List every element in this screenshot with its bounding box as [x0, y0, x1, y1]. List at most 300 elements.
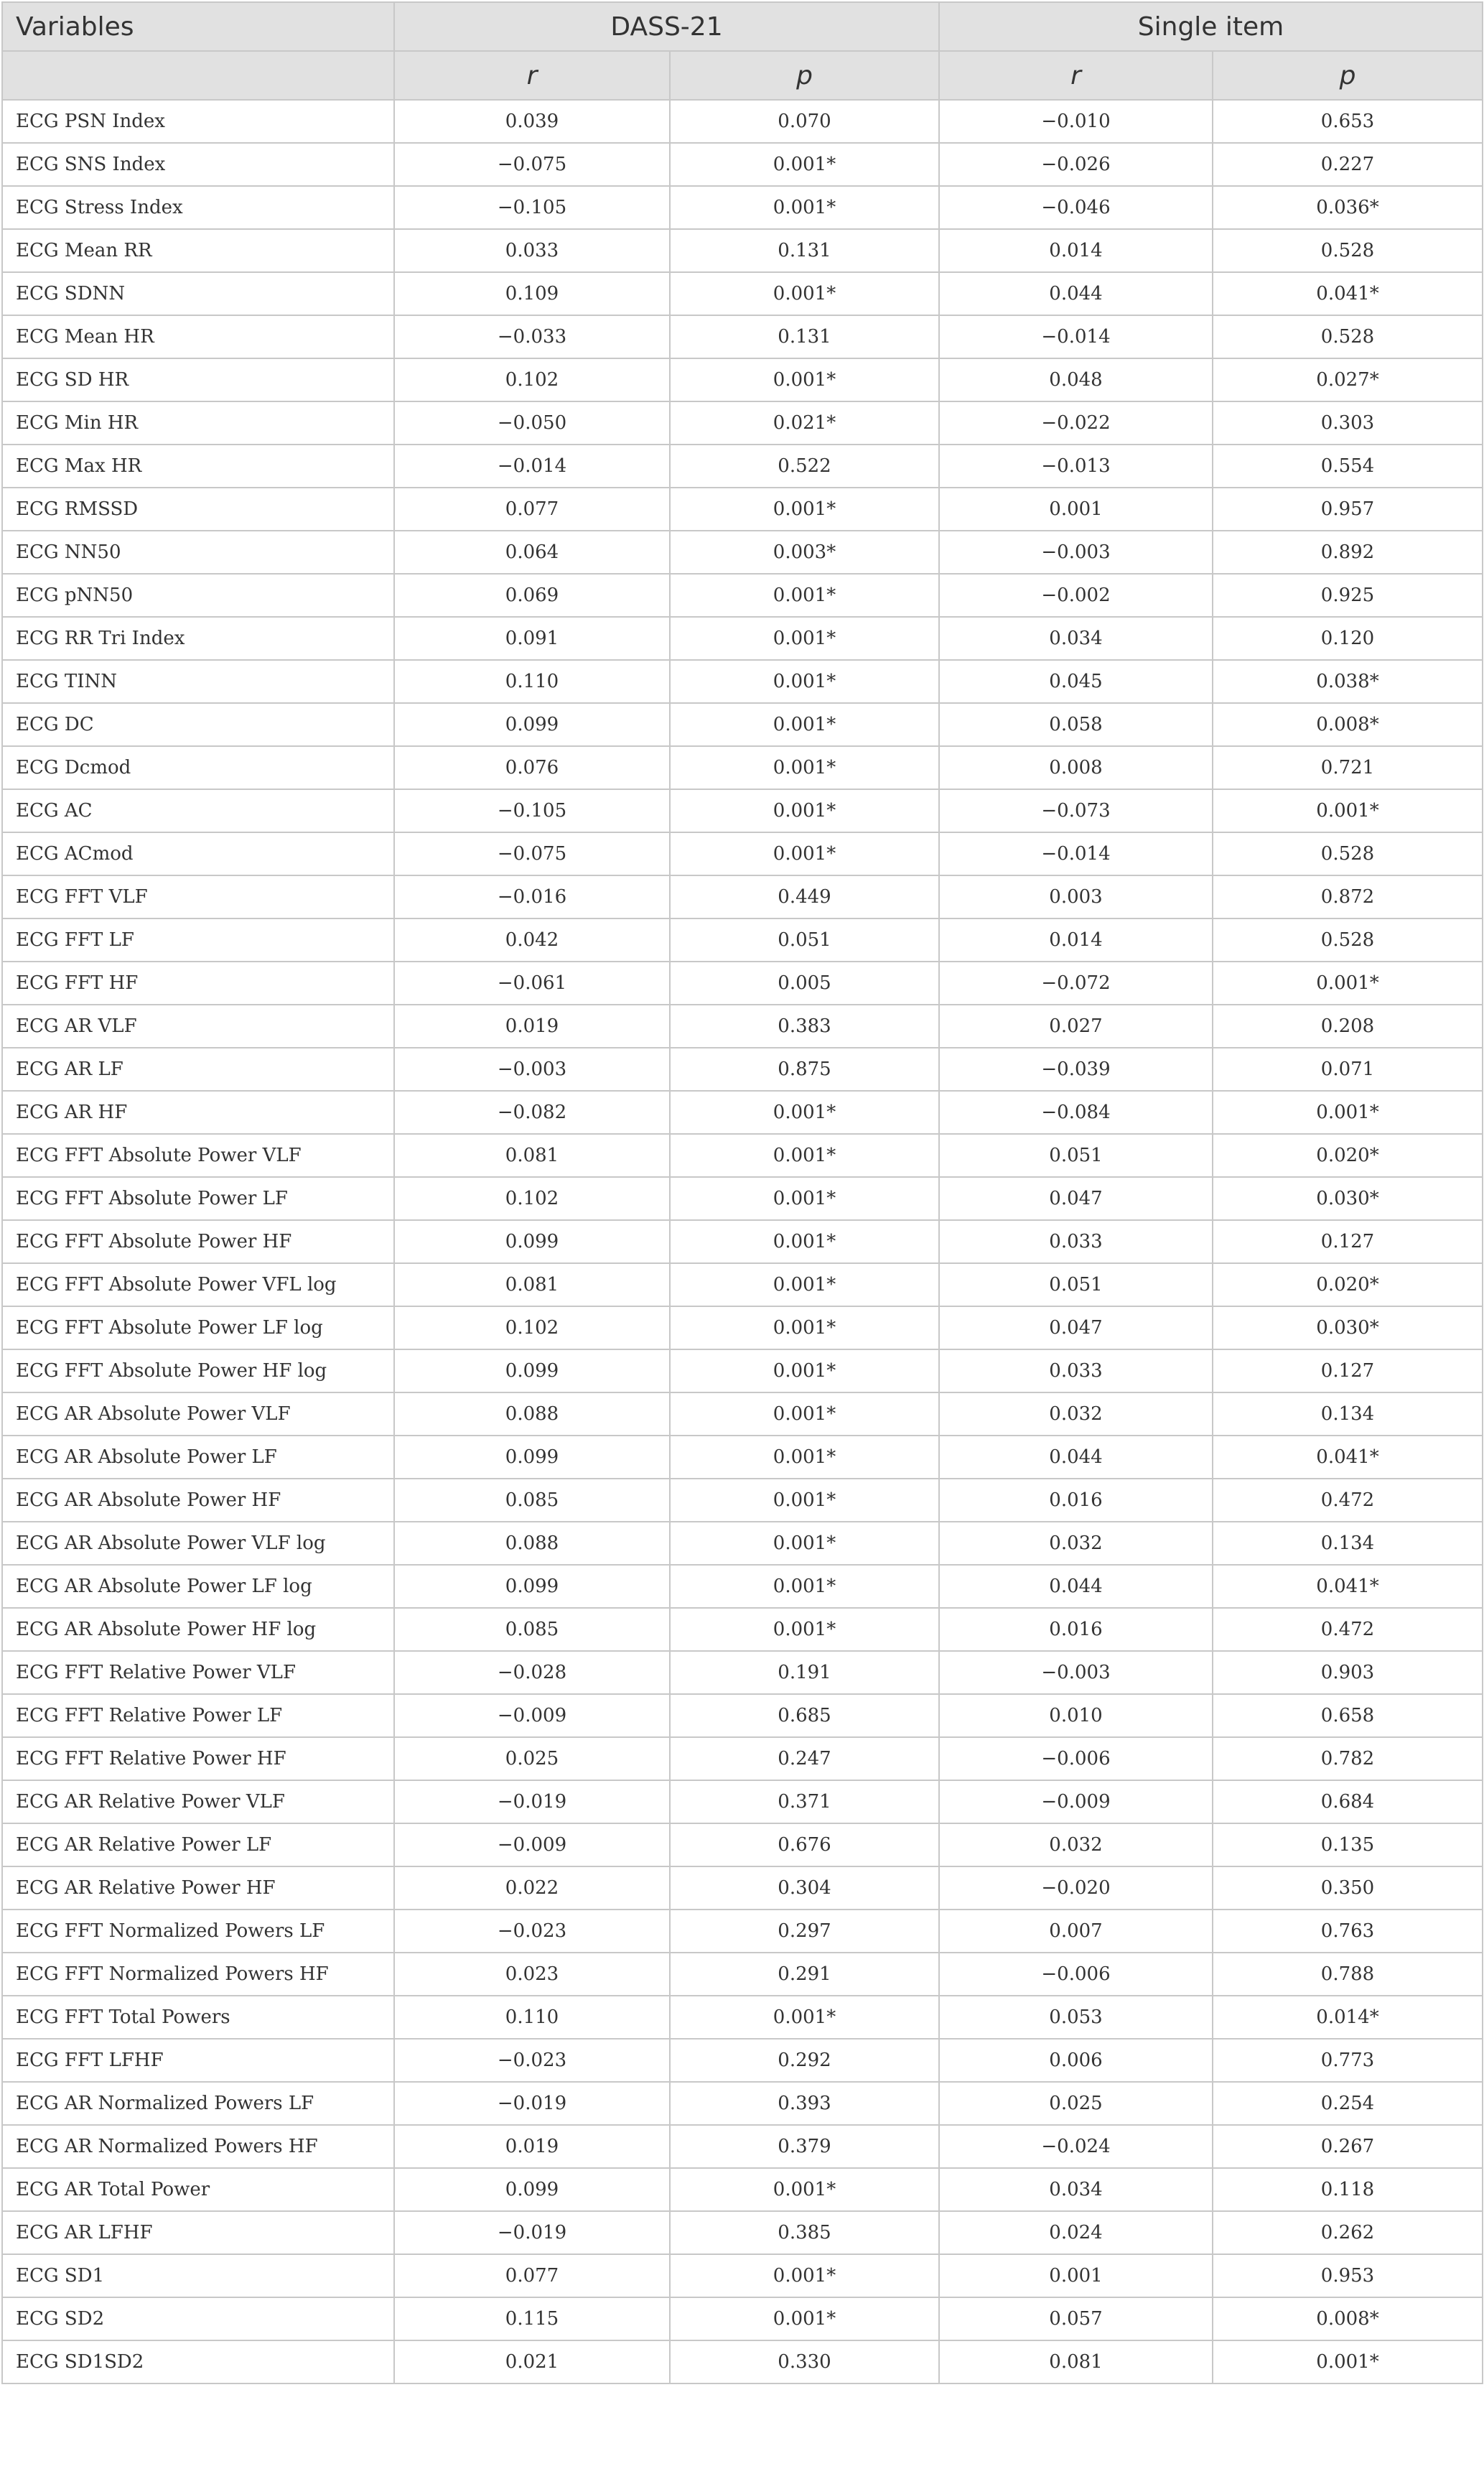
dass21-r-cell: 0.099 [394, 1349, 670, 1392]
single-item-r-header: r [939, 51, 1213, 100]
single-item-p-cell: 0.254 [1213, 2082, 1483, 2125]
table-row [2, 1436, 1483, 1479]
table-row [2, 401, 1483, 445]
dass21-r-cell: 0.033 [394, 229, 670, 272]
variable-name-cell: ECG AR Absolute Power VLF [2, 1392, 394, 1436]
single-item-r-cell: −0.003 [939, 1651, 1213, 1694]
single-item-p-cell: 0.267 [1213, 2125, 1483, 2168]
table-row [2, 1910, 1483, 1953]
variable-name-cell: ECG SD1 [2, 2254, 394, 2297]
dass21-p-cell: 0.001* [670, 1996, 939, 2039]
variable-name-cell: ECG AR LFHF [2, 2211, 394, 2254]
table-row [2, 660, 1483, 703]
dass21-r-cell: −0.023 [394, 2039, 670, 2082]
table-row [2, 445, 1483, 488]
variable-name-cell: ECG SD HR [2, 358, 394, 401]
single-item-p-cell: 0.001* [1213, 2340, 1483, 2383]
single-item-r-cell: 0.001 [939, 2254, 1213, 2297]
dass21-p-cell: 0.001* [670, 1392, 939, 1436]
variable-name-cell: ECG Mean RR [2, 229, 394, 272]
dass21-r-cell: 0.064 [394, 531, 670, 574]
dass21-p-cell: 0.001* [670, 143, 939, 186]
single-item-r-cell: 0.047 [939, 1177, 1213, 1220]
dass21-p-cell: 0.001* [670, 703, 939, 746]
variable-name-cell: ECG Mean HR [2, 315, 394, 358]
table-row [2, 531, 1483, 574]
single-item-p-cell: 0.721 [1213, 746, 1483, 789]
dass21-r-cell: −0.003 [394, 1048, 670, 1091]
dass21-r-cell: 0.099 [394, 1565, 670, 1608]
single-item-r-cell: 0.003 [939, 875, 1213, 918]
variable-name-cell: ECG FFT LFHF [2, 2039, 394, 2082]
dass21-p-cell: 0.383 [670, 1005, 939, 1048]
single-item-p-cell: 0.472 [1213, 1479, 1483, 1522]
table-row [2, 2168, 1483, 2211]
single-item-r-cell: 0.033 [939, 1220, 1213, 1263]
variable-name-cell: ECG FFT Absolute Power HF log [2, 1349, 394, 1392]
single-item-p-cell: 0.957 [1213, 488, 1483, 531]
variable-name-cell: ECG FFT LF [2, 918, 394, 962]
variable-name-cell: ECG SDNN [2, 272, 394, 315]
variable-name-cell: ECG Stress Index [2, 186, 394, 229]
dass21-p-cell: 0.005 [670, 962, 939, 1005]
dass21-r-cell: 0.099 [394, 1436, 670, 1479]
variable-name-cell: ECG AR Normalized Powers HF [2, 2125, 394, 2168]
single-item-r-cell: −0.020 [939, 1866, 1213, 1910]
dass21-p-cell: 0.131 [670, 315, 939, 358]
dass21-r-cell: 0.019 [394, 2125, 670, 2168]
single-item-p-cell: 0.008* [1213, 2297, 1483, 2340]
single-item-r-cell: 0.047 [939, 1306, 1213, 1349]
table-row [2, 746, 1483, 789]
single-item-p-cell: 0.127 [1213, 1220, 1483, 1263]
dass21-r-cell: 0.076 [394, 746, 670, 789]
dass21-r-cell: −0.061 [394, 962, 670, 1005]
dass21-header: DASS-21 [394, 2, 939, 51]
single-item-p-cell: 0.528 [1213, 918, 1483, 962]
dass21-p-cell: 0.001* [670, 1436, 939, 1479]
single-item-p-cell: 0.773 [1213, 2039, 1483, 2082]
table-row [2, 1134, 1483, 1177]
dass21-p-cell: 0.001* [670, 1263, 939, 1306]
single-item-p-cell: 0.120 [1213, 617, 1483, 660]
dass21-p-cell: 0.001* [670, 617, 939, 660]
table-row [2, 143, 1483, 186]
table-row [2, 1220, 1483, 1263]
dass21-r-cell: −0.050 [394, 401, 670, 445]
variable-name-cell: ECG RMSSD [2, 488, 394, 531]
table-row [2, 1651, 1483, 1694]
dass21-r-cell: −0.009 [394, 1823, 670, 1866]
table-row [2, 2297, 1483, 2340]
dass21-p-cell: 0.001* [670, 1349, 939, 1392]
dass21-p-cell: 0.001* [670, 1522, 939, 1565]
dass21-p-cell: 0.001* [670, 1091, 939, 1134]
single-item-p-cell: 0.008* [1213, 703, 1483, 746]
dass21-p-cell: 0.001* [670, 1220, 939, 1263]
single-item-r-cell: 0.051 [939, 1263, 1213, 1306]
single-item-p-cell: 0.030* [1213, 1306, 1483, 1349]
table-row [2, 2039, 1483, 2082]
table-row [2, 1392, 1483, 1436]
variable-name-cell: ECG NN50 [2, 531, 394, 574]
header-row-groups [2, 2, 1483, 51]
single-item-p-cell: 0.014* [1213, 1996, 1483, 2039]
variable-name-cell: ECG RR Tri Index [2, 617, 394, 660]
single-item-p-cell: 0.118 [1213, 2168, 1483, 2211]
dass21-r-cell: 0.042 [394, 918, 670, 962]
dass21-p-cell: 0.379 [670, 2125, 939, 2168]
variable-name-cell: ECG FFT Relative Power HF [2, 1737, 394, 1780]
variable-name-cell: ECG PSN Index [2, 100, 394, 143]
variable-name-cell: ECG FFT Absolute Power VLF [2, 1134, 394, 1177]
dass21-r-cell: −0.019 [394, 2082, 670, 2125]
single-item-r-cell: −0.072 [939, 962, 1213, 1005]
variable-name-cell: ECG Max HR [2, 445, 394, 488]
dass21-r-cell: 0.077 [394, 488, 670, 531]
single-item-r-cell: −0.022 [939, 401, 1213, 445]
dass21-r-cell: −0.082 [394, 1091, 670, 1134]
variable-name-cell: ECG AR Relative Power VLF [2, 1780, 394, 1823]
table-row [2, 1048, 1483, 1091]
variable-name-cell: ECG FFT Absolute Power VFL log [2, 1263, 394, 1306]
single-item-r-cell: 0.016 [939, 1608, 1213, 1651]
dass21-p-cell: 0.001* [670, 358, 939, 401]
table-row [2, 789, 1483, 832]
single-item-p-cell: 0.135 [1213, 1823, 1483, 1866]
single-item-r-cell: −0.026 [939, 143, 1213, 186]
single-item-p-cell: 0.653 [1213, 100, 1483, 143]
dass21-r-cell: −0.033 [394, 315, 670, 358]
dass21-r-cell: 0.081 [394, 1263, 670, 1306]
single-item-p-cell: 0.528 [1213, 229, 1483, 272]
dass21-p-cell: 0.001* [670, 272, 939, 315]
table-row [2, 2211, 1483, 2254]
single-item-r-cell: −0.014 [939, 832, 1213, 875]
single-item-r-cell: 0.044 [939, 272, 1213, 315]
dass21-r-cell: 0.019 [394, 1005, 670, 1048]
table-row [2, 1953, 1483, 1996]
dass21-r-cell: 0.110 [394, 660, 670, 703]
single-item-p-cell: 0.788 [1213, 1953, 1483, 1996]
variable-name-cell: ECG AR Total Power [2, 2168, 394, 2211]
dass21-p-cell: 0.371 [670, 1780, 939, 1823]
dass21-p-cell: 0.449 [670, 875, 939, 918]
single-item-r-cell: −0.013 [939, 445, 1213, 488]
dass21-r-cell: 0.022 [394, 1866, 670, 1910]
header-row-stats [2, 51, 1483, 100]
single-item-p-cell: 0.350 [1213, 1866, 1483, 1910]
single-item-r-cell: 0.044 [939, 1436, 1213, 1479]
variable-name-cell: ECG Min HR [2, 401, 394, 445]
table-header [2, 2, 1483, 100]
variable-name-cell: ECG FFT Absolute Power HF [2, 1220, 394, 1263]
single-item-r-cell: −0.014 [939, 315, 1213, 358]
variable-name-cell: ECG FFT Absolute Power LF log [2, 1306, 394, 1349]
dass21-p-cell: 0.393 [670, 2082, 939, 2125]
single-item-p-cell: 0.925 [1213, 574, 1483, 617]
variable-name-cell: ECG DC [2, 703, 394, 746]
dass21-r-cell: 0.077 [394, 2254, 670, 2297]
dass21-p-cell: 0.131 [670, 229, 939, 272]
dass21-r-cell: 0.099 [394, 2168, 670, 2211]
single-item-p-cell: 0.782 [1213, 1737, 1483, 1780]
single-item-p-cell: 0.554 [1213, 445, 1483, 488]
dass21-p-cell: 0.385 [670, 2211, 939, 2254]
dass21-r-cell: 0.088 [394, 1522, 670, 1565]
dass21-r-cell: 0.102 [394, 358, 670, 401]
dass21-r-header: r [394, 51, 670, 100]
dass21-r-cell: −0.105 [394, 186, 670, 229]
single-item-r-cell: −0.002 [939, 574, 1213, 617]
dass21-p-cell: 0.001* [670, 1177, 939, 1220]
dass21-r-cell: 0.088 [394, 1392, 670, 1436]
single-item-r-cell: 0.053 [939, 1996, 1213, 2039]
dass21-p-cell: 0.001* [670, 186, 939, 229]
table-row [2, 1996, 1483, 2039]
dass21-p-cell: 0.001* [670, 660, 939, 703]
single-item-r-cell: 0.027 [939, 1005, 1213, 1048]
table-row [2, 703, 1483, 746]
variable-name-cell: ECG FFT VLF [2, 875, 394, 918]
single-item-r-cell: 0.057 [939, 2297, 1213, 2340]
table-row [2, 1737, 1483, 1780]
single-item-p-cell: 0.041* [1213, 1436, 1483, 1479]
dass21-r-cell: 0.102 [394, 1306, 670, 1349]
dass21-r-cell: 0.115 [394, 2297, 670, 2340]
single-item-r-cell: −0.073 [939, 789, 1213, 832]
single-item-r-cell: 0.032 [939, 1522, 1213, 1565]
single-item-r-cell: 0.058 [939, 703, 1213, 746]
variable-name-cell: ECG ACmod [2, 832, 394, 875]
single-item-r-cell: 0.033 [939, 1349, 1213, 1392]
single-item-r-cell: 0.025 [939, 2082, 1213, 2125]
dass21-r-cell: −0.009 [394, 1694, 670, 1737]
dass21-p-cell: 0.001* [670, 2297, 939, 2340]
table-row [2, 1608, 1483, 1651]
single-item-r-cell: 0.001 [939, 488, 1213, 531]
single-item-p-cell: 0.127 [1213, 1349, 1483, 1392]
single-item-p-cell: 0.872 [1213, 875, 1483, 918]
single-item-r-cell: −0.039 [939, 1048, 1213, 1091]
dass21-p-cell: 0.676 [670, 1823, 939, 1866]
dass21-p-cell: 0.003* [670, 531, 939, 574]
table-row [2, 1522, 1483, 1565]
table-row [2, 315, 1483, 358]
table-row [2, 488, 1483, 531]
table-row [2, 2125, 1483, 2168]
single-item-r-cell: 0.007 [939, 1910, 1213, 1953]
table-row [2, 574, 1483, 617]
single-item-r-cell: 0.081 [939, 2340, 1213, 2383]
dass21-r-cell: 0.023 [394, 1953, 670, 1996]
dass21-r-cell: −0.019 [394, 2211, 670, 2254]
table-body [2, 100, 1483, 2383]
dass21-p-header: p [670, 51, 939, 100]
dass21-p-cell: 0.001* [670, 488, 939, 531]
table-row [2, 1694, 1483, 1737]
table-row [2, 832, 1483, 875]
table-row [2, 1263, 1483, 1306]
single-item-p-cell: 0.030* [1213, 1177, 1483, 1220]
dass21-r-cell: 0.069 [394, 574, 670, 617]
dass21-p-cell: 0.001* [670, 1134, 939, 1177]
variables-subheader-empty [2, 51, 394, 100]
single-item-p-cell: 0.262 [1213, 2211, 1483, 2254]
single-item-p-cell: 0.071 [1213, 1048, 1483, 1091]
single-item-p-cell: 0.227 [1213, 143, 1483, 186]
variable-name-cell: ECG AR Relative Power HF [2, 1866, 394, 1910]
variable-name-cell: ECG AR Absolute Power LF [2, 1436, 394, 1479]
variable-name-cell: ECG AC [2, 789, 394, 832]
single-item-r-cell: 0.006 [939, 2039, 1213, 2082]
dass21-r-cell: −0.075 [394, 143, 670, 186]
dass21-p-cell: 0.001* [670, 1306, 939, 1349]
variable-name-cell: ECG FFT Relative Power VLF [2, 1651, 394, 1694]
table-row [2, 918, 1483, 962]
single-item-p-cell: 0.892 [1213, 531, 1483, 574]
dass21-p-cell: 0.685 [670, 1694, 939, 1737]
single-item-p-cell: 0.763 [1213, 1910, 1483, 1953]
single-item-r-cell: 0.044 [939, 1565, 1213, 1608]
table-row [2, 617, 1483, 660]
single-item-p-cell: 0.472 [1213, 1608, 1483, 1651]
single-item-r-cell: 0.034 [939, 2168, 1213, 2211]
dass21-p-cell: 0.001* [670, 789, 939, 832]
single-item-p-cell: 0.303 [1213, 401, 1483, 445]
single-item-p-cell: 0.027* [1213, 358, 1483, 401]
variable-name-cell: ECG AR Absolute Power HF log [2, 1608, 394, 1651]
dass21-r-cell: 0.085 [394, 1479, 670, 1522]
dass21-r-cell: 0.109 [394, 272, 670, 315]
table-row [2, 1091, 1483, 1134]
variable-name-cell: ECG pNN50 [2, 574, 394, 617]
variable-name-cell: ECG FFT Total Powers [2, 1996, 394, 2039]
table-row [2, 1780, 1483, 1823]
dass21-r-cell: 0.081 [394, 1134, 670, 1177]
dass21-p-cell: 0.021* [670, 401, 939, 445]
dass21-p-cell: 0.001* [670, 832, 939, 875]
single-item-r-cell: −0.006 [939, 1737, 1213, 1780]
dass21-r-cell: 0.021 [394, 2340, 670, 2383]
table-row [2, 229, 1483, 272]
dass21-r-cell: 0.110 [394, 1996, 670, 2039]
single-item-p-cell: 0.903 [1213, 1651, 1483, 1694]
single-item-p-cell: 0.020* [1213, 1134, 1483, 1177]
table-row [2, 1866, 1483, 1910]
variable-name-cell: ECG Dcmod [2, 746, 394, 789]
single-item-r-cell: −0.046 [939, 186, 1213, 229]
single-item-p-cell: 0.953 [1213, 2254, 1483, 2297]
dass21-r-cell: 0.025 [394, 1737, 670, 1780]
single-item-p-header: p [1213, 51, 1483, 100]
dass21-p-cell: 0.304 [670, 1866, 939, 1910]
single-item-p-cell: 0.528 [1213, 315, 1483, 358]
single-item-r-cell: 0.024 [939, 2211, 1213, 2254]
table-row [2, 1823, 1483, 1866]
single-item-p-cell: 0.038* [1213, 660, 1483, 703]
single-item-p-cell: 0.001* [1213, 962, 1483, 1005]
variable-name-cell: ECG FFT Relative Power LF [2, 1694, 394, 1737]
single-item-r-cell: −0.003 [939, 531, 1213, 574]
table-row [2, 1479, 1483, 1522]
variable-name-cell: ECG FFT HF [2, 962, 394, 1005]
dass21-r-cell: 0.099 [394, 703, 670, 746]
single-item-p-cell: 0.134 [1213, 1392, 1483, 1436]
table-row [2, 272, 1483, 315]
dass21-p-cell: 0.001* [670, 2254, 939, 2297]
single-item-p-cell: 0.041* [1213, 272, 1483, 315]
dass21-p-cell: 0.001* [670, 574, 939, 617]
dass21-r-cell: 0.085 [394, 1608, 670, 1651]
dass21-p-cell: 0.001* [670, 2168, 939, 2211]
table-row [2, 875, 1483, 918]
single-item-r-cell: −0.024 [939, 2125, 1213, 2168]
dass21-p-cell: 0.001* [670, 1565, 939, 1608]
single-item-r-cell: 0.014 [939, 918, 1213, 962]
dass21-p-cell: 0.191 [670, 1651, 939, 1694]
table-row [2, 1565, 1483, 1608]
table-row [2, 1306, 1483, 1349]
single-item-p-cell: 0.020* [1213, 1263, 1483, 1306]
single-item-r-cell: 0.048 [939, 358, 1213, 401]
dass21-r-cell: −0.016 [394, 875, 670, 918]
variable-name-cell: ECG AR Normalized Powers LF [2, 2082, 394, 2125]
variable-name-cell: ECG SD2 [2, 2297, 394, 2340]
variable-name-cell: ECG SNS Index [2, 143, 394, 186]
variable-name-cell: ECG FFT Normalized Powers HF [2, 1953, 394, 1996]
single-item-p-cell: 0.001* [1213, 1091, 1483, 1134]
single-item-p-cell: 0.134 [1213, 1522, 1483, 1565]
dass21-p-cell: 0.247 [670, 1737, 939, 1780]
table-row [2, 2082, 1483, 2125]
variable-name-cell: ECG AR Absolute Power LF log [2, 1565, 394, 1608]
dass21-p-cell: 0.522 [670, 445, 939, 488]
table-row [2, 1005, 1483, 1048]
single-item-r-cell: 0.045 [939, 660, 1213, 703]
single-item-r-cell: 0.008 [939, 746, 1213, 789]
variable-name-cell: ECG AR VLF [2, 1005, 394, 1048]
single-item-r-cell: 0.032 [939, 1823, 1213, 1866]
single-item-p-cell: 0.208 [1213, 1005, 1483, 1048]
dass21-p-cell: 0.875 [670, 1048, 939, 1091]
dass21-p-cell: 0.001* [670, 1479, 939, 1522]
table-row [2, 358, 1483, 401]
dass21-r-cell: −0.028 [394, 1651, 670, 1694]
single-item-r-cell: −0.006 [939, 1953, 1213, 1996]
table-row [2, 2340, 1483, 2383]
correlation-table [1, 1, 1483, 2384]
variable-name-cell: ECG AR LF [2, 1048, 394, 1091]
dass21-p-cell: 0.001* [670, 1608, 939, 1651]
variable-name-cell: ECG AR Absolute Power HF [2, 1479, 394, 1522]
single-item-p-cell: 0.036* [1213, 186, 1483, 229]
dass21-r-cell: −0.019 [394, 1780, 670, 1823]
variable-name-cell: ECG AR Relative Power LF [2, 1823, 394, 1866]
dass21-p-cell: 0.297 [670, 1910, 939, 1953]
single-item-p-cell: 0.658 [1213, 1694, 1483, 1737]
single-item-r-cell: −0.084 [939, 1091, 1213, 1134]
dass21-r-cell: −0.014 [394, 445, 670, 488]
dass21-p-cell: 0.051 [670, 918, 939, 962]
single-item-r-cell: −0.009 [939, 1780, 1213, 1823]
dass21-p-cell: 0.291 [670, 1953, 939, 1996]
single-item-p-cell: 0.684 [1213, 1780, 1483, 1823]
variable-name-cell: ECG AR HF [2, 1091, 394, 1134]
dass21-r-cell: −0.105 [394, 789, 670, 832]
dass21-r-cell: 0.102 [394, 1177, 670, 1220]
single-item-r-cell: 0.032 [939, 1392, 1213, 1436]
